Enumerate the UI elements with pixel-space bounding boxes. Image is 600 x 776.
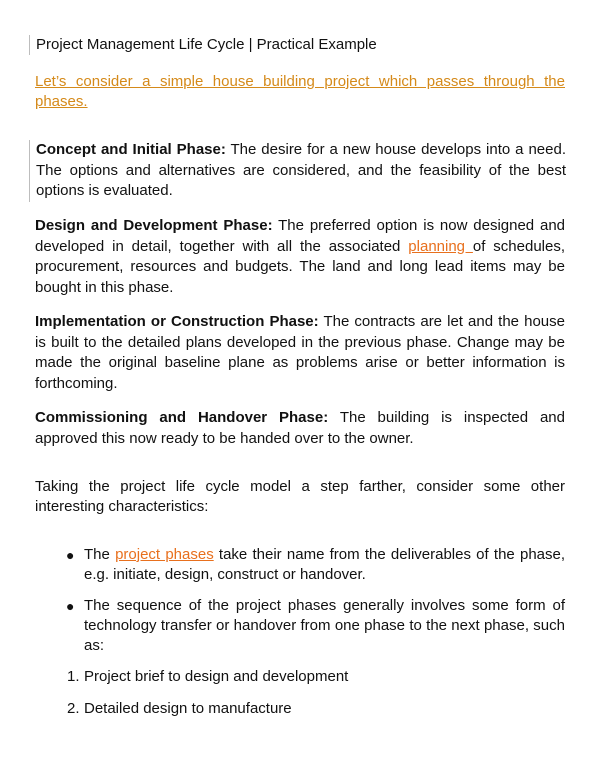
handover-examples-list xyxy=(35,667,565,719)
bullet-icon: ● xyxy=(66,598,75,614)
commissioning-phase-paragraph xyxy=(35,408,565,449)
implementation-phase-text: The contracts are let and the house is built to the detailed plans developed in the previous phase. Change may be made the original baseline plane as problems arise or better information is forthcoming. xyxy=(35,313,565,392)
concept-phase-paragraph xyxy=(36,140,566,202)
commissioning-phase-text: The building is inspected and approved this now ready to be handed over to the owner. xyxy=(35,409,565,447)
project-phases-link[interactable]: project phases xyxy=(115,546,214,563)
intro-link[interactable]: Let’s consider a simple house building project which passes through the phases. xyxy=(35,73,565,110)
page-header xyxy=(29,35,576,55)
commissioning-phase-title: Commissioning and Handover Phase: xyxy=(35,409,329,426)
intro-paragraph xyxy=(35,72,565,112)
implementation-phase-title: Implementation or Construction Phase: xyxy=(35,313,319,330)
concept-phase-block xyxy=(29,140,572,202)
list-item xyxy=(35,667,565,687)
list-item-text: Project brief to design and development xyxy=(84,668,349,685)
design-phase-paragraph xyxy=(35,216,565,298)
implementation-phase-paragraph xyxy=(35,312,565,394)
lead-paragraph: Taking the project life cycle model a step farther, consider some other interesting characteristics: xyxy=(35,478,565,515)
list-number: 2. xyxy=(67,700,80,717)
bullet-icon: ● xyxy=(66,547,75,563)
concept-phase-title: Concept and Initial Phase: xyxy=(36,141,226,158)
list-item: ● The project phases take their name from the deliverables of the phase, e.g. initiate, design, construct or handover. xyxy=(66,546,566,583)
design-phase-title: Design and Development Phase: xyxy=(35,217,273,234)
list-item xyxy=(35,699,565,719)
list-number: 1. xyxy=(67,668,80,685)
planning-link[interactable]: planning xyxy=(408,237,473,255)
list-item-text: Detailed design to manufacture xyxy=(84,700,292,717)
page-title: Project Management Life Cycle | Practical Example xyxy=(36,36,377,53)
list-item: ● The sequence of the project phases generally involves some form of technology transfer or handover from one phase to the next phase, such as: xyxy=(66,597,565,654)
characteristics-list xyxy=(35,545,565,656)
design-phase-text: The preferred option is now designed and developed in detail, together with all the associated xyxy=(35,217,566,255)
design-phase-text-end: of schedules, procurement, resources and budgets. The land and long lead items may be bought in this phase. xyxy=(35,237,566,296)
concept-phase-text: The desire for a new house develops into a need. The options and alternatives are considered, and the feasibility of the best options is evaluated. xyxy=(36,141,566,199)
